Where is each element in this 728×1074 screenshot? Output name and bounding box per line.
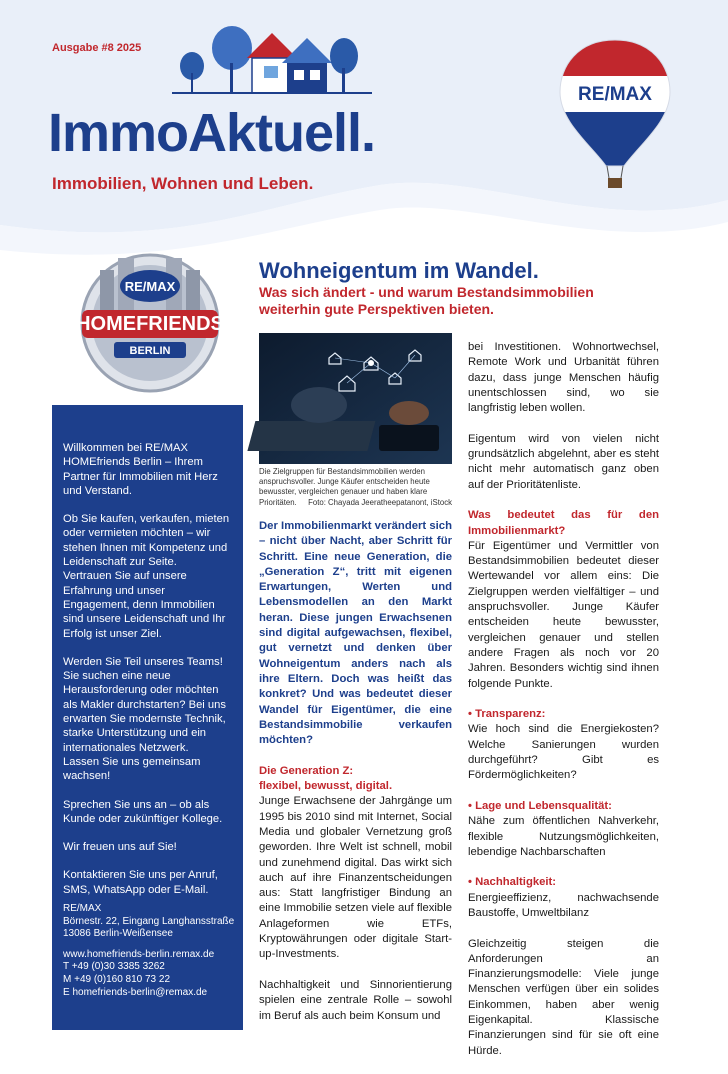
bullet-heading: • Transparenz:: [468, 708, 546, 721]
magazine-title: ImmoAktuell.: [48, 103, 376, 163]
article-column-1: [259, 519, 452, 1039]
section-heading: Die Generation Z:: [259, 764, 354, 777]
article-photo: [259, 333, 452, 464]
article-paragraph: Für Eigentümer und Vermittler von Bestandsimmobilien bedeutet dieser Wertewandel vor allem eins: Die Zielgruppen werden vielfältiger – und anspruchsvoller. Junge Käufer entscheiden heute bewusster, vergleichen genauer und stellen andere Fragen als noch vor 20 Jahren. Besonders wichtig sind ihnen folgende Punkte.: [468, 539, 659, 690]
houses-illustration: [172, 18, 372, 98]
logo-city-text: BERLIN: [129, 345, 171, 357]
magazine-subtitle: Immobilien, Wohnen und Leben.: [52, 174, 314, 193]
photo-caption: [259, 467, 452, 508]
sidebar-paragraph: Vertrauen Sie auf unsere Erfahrung und unser Engagement, denn Immobilien sind unsere Leidenschaft und Ihr Erfolg ist unser Ziel.: [63, 570, 226, 640]
sidebar-paragraph: Sprechen Sie uns an – ob als Kunde oder zukünftiger Kollege.: [63, 798, 223, 825]
sidebar-welcome: Willkommen bei RE/MAX HOMEfriends Berlin – Ihrem Partner für Immobilien mit Herz und Verstand.: [63, 442, 218, 497]
article-paragraph: Nachhaltigkeit und Sinnorientierung spielen eine zentrale Rolle – sowohl im Beruf als auch beim Konsum und: [259, 978, 452, 1022]
section-heading: Was bedeutet das für den Immobilienmarkt?: [468, 509, 659, 537]
article-paragraph: Gleichzeitig steigen die Anforderungen an Finanzierungsmodelle: Viele junge Menschen verfügen über ein solides Einkommen, haben aber wenig Eigenkapital. Klassische Finanzierungen sind für sie oft eine Hürde.: [468, 937, 659, 1057]
sidebar-paragraph: Kontaktieren Sie uns per Anruf, SMS, WhatsApp oder E-Mail.: [63, 869, 218, 896]
section-heading: flexibel, bewusst, digital.: [259, 780, 393, 793]
contact-block: [63, 903, 238, 999]
sidebar-paragraph: Werden Sie Teil unseres Teams! Sie suchen eine neue Herausforderung oder möchten als Makler durchstarten? Bei uns erwarten Sie modernste Technik, starke Unterstützung und ein internationales Netzwerk.: [63, 655, 226, 754]
remax-balloon-icon: [556, 36, 674, 192]
balloon-brand-text: RE/MAX: [578, 84, 652, 105]
bullet-text: Energieeffizienz, nachwachsende Baustoffe, Umweltbilanz: [468, 891, 659, 919]
article-title: Wohneigentum im Wandel.: [259, 258, 539, 283]
phone-number[interactable]: T +49 (0)30 3385 3262: [63, 961, 165, 973]
website-link[interactable]: www.homefriends-berlin.remax.de: [63, 948, 215, 960]
sidebar-paragraph: Lassen Sie uns gemeinsam wachsen!: [63, 755, 201, 783]
issue-label: Ausgabe #8 2025: [52, 42, 142, 54]
bullet-text: Nähe zum öffentlichen Nahverkehr, flexible Nutzungsmöglichkeiten, lebendige Nachbarschaften: [468, 815, 659, 858]
sidebar-paragraph: Wir freuen uns auf Sie!: [63, 841, 177, 854]
logo-brand-text: RE/MAX: [124, 279, 176, 294]
article-paragraph: Junge Erwachsene der Jahrgänge um 1995 bis 2010 sind mit Internet, Social Media und globaler Vernetzung groß geworden. Ihre Welt ist schnell, mobil und zunehmend digital. Das wirkt sich auch auf ihre Finanzentscheidungen aus: Statt langfristiger Bindung an eine Immobilie setzen viele auf flexible Anlageformen wie ETFs, Kryptowährungen oder digitale Start-up-Investments.: [259, 795, 452, 961]
email-link[interactable]: E homefriends-berlin@remax.de: [63, 986, 208, 998]
bullet-heading: • Nachhaltigkeit:: [468, 876, 557, 889]
caption-text: Die Zielgruppen für Bestandsimmobilien werden anspruchsvoller. Junge Käufer entscheiden heute bewusster, vergleichen genauer und haben klare Prioritäten.: [259, 467, 430, 507]
address-line: Börnestr. 22, Eingang Langhansstraße: [63, 915, 235, 927]
sidebar-panel: [52, 405, 243, 1030]
bullet-heading: • Lage und Lebensqualität:: [468, 799, 612, 812]
article-paragraph: bei Investitionen. Wohnortwechsel, Remote Work und Urbanität führen dazu, dass junge Menschen häufig unentschlossen sind, wo sie langfristig leben wollen.: [468, 341, 659, 415]
photo-credit: Foto: Chayada Jeeratheepatanont, iStock: [308, 497, 452, 507]
article-lead: Der Immobilienmarkt verändert sich – nicht über Nacht, aber Schritt für Schritt. Eine neue Generation, die „Generation Z“, tritt mit eigenen Erwartungen, Werten und Lebensmodellen an den Markt heran. Diese jungen Erwachsenen sind digital aufgewachsen, flexibel, gut vernetzt und denken über Wohneigentum anders nach als ihre Eltern. Doch was heißt das konkret? Und was bedeutet dieser Wandel für Eigentümer, die eine Bestandsimmobilie verkaufen möchten?: [259, 520, 452, 747]
article-column-2: [468, 340, 659, 1074]
company-name: RE/MAX: [63, 903, 102, 914]
homefriends-logo: [70, 248, 230, 398]
bullet-text: Wie hoch sind die Energiekosten? Welche Sanierungen wurden durchgeführt? Gibt es Fördermöglichkeiten?: [468, 723, 659, 782]
sidebar-paragraph: Ob Sie kaufen, verkaufen, mieten oder vermieten möchten – wir stehen Ihnen mit Kompetenz und Leidenschaft zur Seite.: [63, 513, 230, 569]
mobile-number[interactable]: M +49 (0)160 810 73 22: [63, 973, 171, 985]
logo-name-text: HOMEFRIENDS: [76, 313, 224, 335]
address-line: 13086 Berlin-Weißensee: [63, 928, 173, 940]
article-subtitle: Was sich ändert - und warum Bestandsimmobilien weiterhin gute Perspektiven bieten.: [259, 284, 594, 317]
article-paragraph: Eigentum wird von vielen nicht grundsätzlich abgelehnt, aber es steht nicht mehr automatisch ganz oben auf der Prioritätenliste.: [468, 432, 659, 491]
